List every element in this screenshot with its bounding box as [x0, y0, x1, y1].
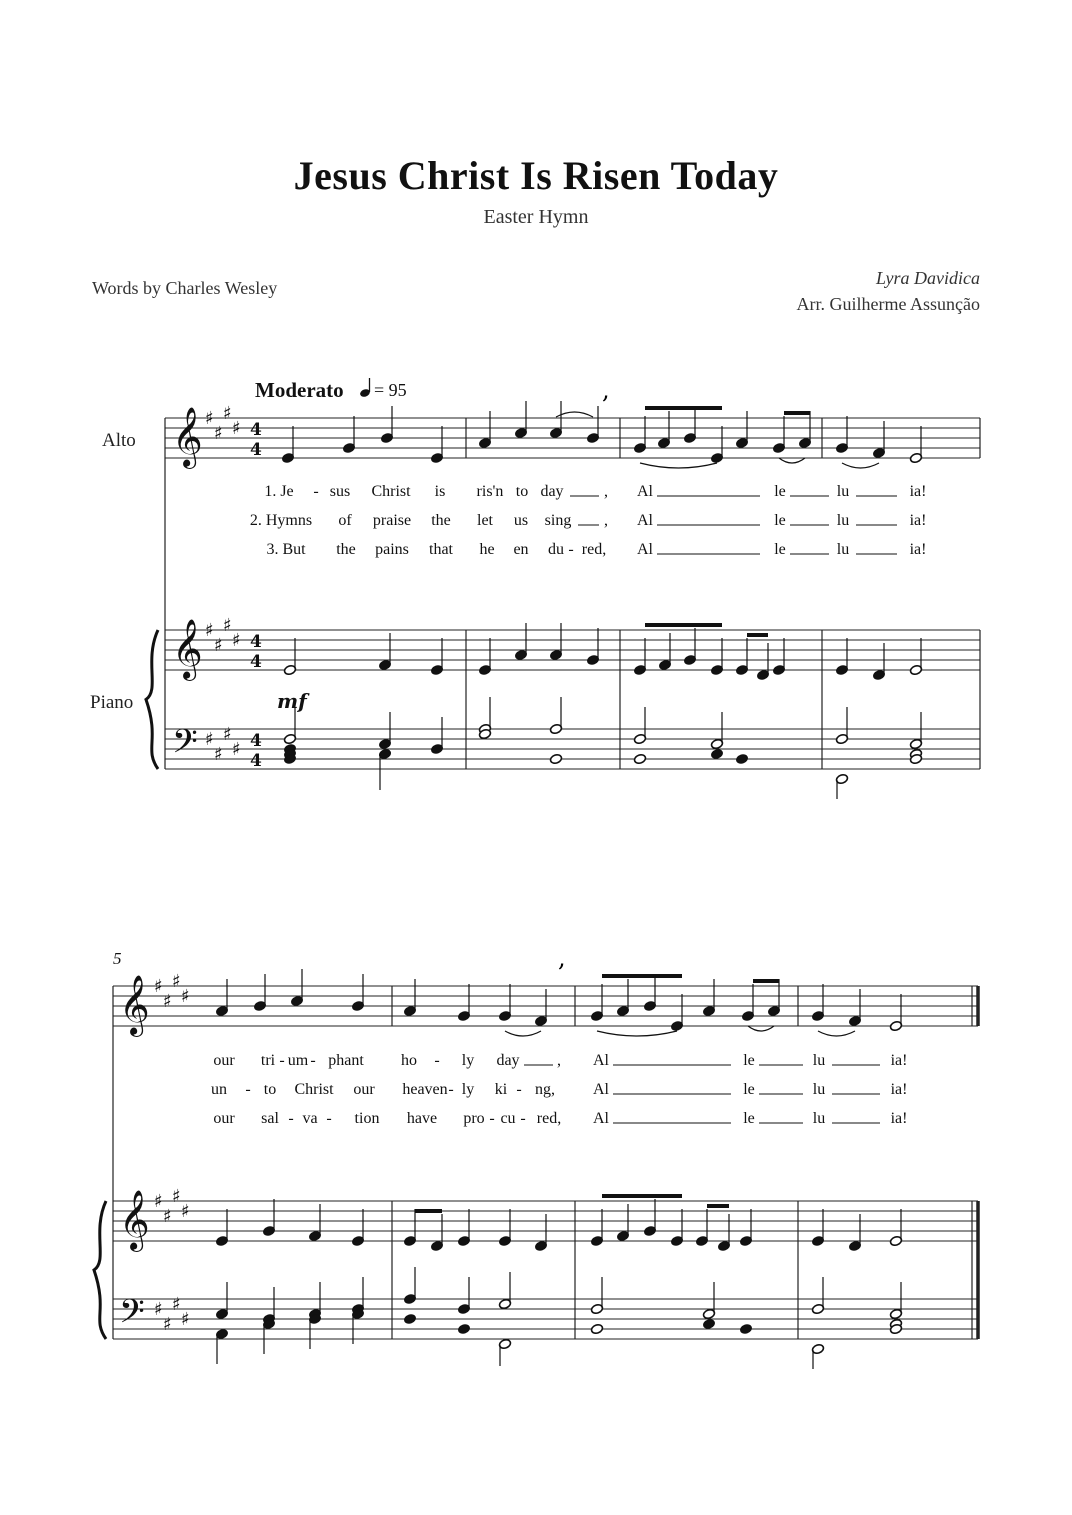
lyricist-credit: Words by Charles Wesley: [92, 278, 278, 298]
sharp-icon: ♯: [163, 991, 172, 1012]
slur: [597, 1031, 677, 1036]
sharp-icon: ♯: [205, 408, 214, 429]
bass-clef-icon: 𝄢: [172, 723, 198, 769]
note-head: [403, 1313, 416, 1324]
lyric-syllable: lu: [812, 1110, 826, 1127]
sharp-icon: ♯: [205, 729, 214, 750]
lyric-syllable: un: [211, 1081, 227, 1098]
lyric-syllable: day: [496, 1052, 520, 1069]
lyric-syllable: Al: [593, 1052, 609, 1069]
lyric-syllable: phant: [328, 1052, 364, 1069]
lyrics-verse-1: [264, 483, 926, 500]
lyric-syllable: ng,: [535, 1081, 555, 1098]
treble-clef-icon: 𝄞: [172, 407, 203, 467]
composer-credit: Lyra Davidica: [876, 268, 980, 288]
bass-clef-icon: 𝄢: [119, 1293, 145, 1339]
lyric-syllable: le: [774, 483, 786, 500]
lyric-syllable: lu: [836, 483, 850, 500]
lyric-syllable: tri: [260, 1052, 276, 1069]
lyric-syllable: lu: [836, 512, 850, 529]
dynamic-marking: mf: [277, 689, 307, 713]
lyric-syllable: lu: [812, 1052, 826, 1069]
lyrics-verse-2: [250, 512, 927, 529]
breath-mark-icon: ,: [558, 944, 566, 972]
lyric-syllable: he: [479, 541, 495, 558]
note-head: [739, 1323, 752, 1334]
lyric-syllable: -: [489, 1110, 495, 1127]
note-head: [457, 1323, 470, 1334]
lyric-syllable: -: [434, 1052, 440, 1069]
sharp-icon: ♯: [154, 976, 163, 997]
tempo-value: = 95: [374, 380, 407, 400]
treble-clef-icon: 𝄞: [119, 975, 150, 1035]
lyric-syllable: 3. But: [266, 541, 306, 558]
lyric-syllable: our: [213, 1110, 235, 1127]
lyric-syllable: ia!: [890, 1081, 908, 1098]
lyric-syllable: to: [263, 1081, 277, 1098]
sharp-icon: ♯: [223, 724, 232, 745]
lyric-syllable: ia!: [890, 1052, 908, 1069]
lyric-syllable: -: [568, 541, 574, 558]
lyric-syllable: to: [515, 483, 529, 500]
lyric-syllable: -: [245, 1081, 251, 1098]
lyric-syllable: pro: [463, 1110, 485, 1127]
slur: [640, 463, 717, 468]
lyric-syllable: praise: [372, 512, 412, 529]
lyrics-verse-1: [213, 1052, 907, 1069]
lyric-syllable: 1. Je: [264, 483, 294, 500]
sharp-icon: ♯: [154, 1191, 163, 1212]
lyric-syllable: that: [429, 541, 453, 558]
arranger-credit: Arr. Guilherme Assunção: [796, 294, 980, 314]
lyric-syllable: -: [288, 1110, 294, 1127]
sharp-icon: ♯: [172, 971, 181, 992]
lyric-syllable: ia!: [909, 541, 927, 558]
lyric-syllable: -: [520, 1110, 526, 1127]
sharp-icon: ♯: [223, 615, 232, 636]
instrument-label-alto: Alto: [102, 430, 136, 451]
sharp-icon: ♯: [163, 1206, 172, 1227]
lyric-syllable: pains: [375, 541, 409, 558]
lyric-syllable: ho: [401, 1052, 417, 1069]
sharp-icon: ♯: [214, 744, 223, 765]
lyric-syllable: the: [336, 541, 356, 558]
lyric-syllable: Al: [637, 512, 653, 529]
lyric-syllable: Al: [637, 483, 653, 500]
lyric-syllable: ki: [494, 1081, 508, 1098]
note-head: [549, 753, 562, 764]
sharp-icon: ♯: [163, 1314, 172, 1335]
brace-icon: [94, 1201, 106, 1339]
lyric-syllable: lu: [836, 541, 850, 558]
sharp-icon: ♯: [214, 423, 223, 444]
lyric-syllable: ,: [557, 1052, 561, 1069]
lyric-syllable: -: [326, 1110, 332, 1127]
lyric-syllable: heaven: [402, 1081, 448, 1098]
lyric-syllable: um: [287, 1052, 309, 1069]
sharp-icon: ♯: [232, 630, 241, 651]
lyric-syllable: ia!: [909, 483, 927, 500]
time-signature-bottom: 4: [250, 751, 262, 771]
lyric-syllable: le: [774, 512, 786, 529]
lyric-syllable: -: [516, 1081, 522, 1098]
note-head: [710, 748, 723, 759]
time-signature-bottom: 4: [250, 652, 262, 672]
lyric-syllable: ly: [461, 1081, 475, 1098]
lyric-syllable: us: [513, 512, 529, 529]
sharp-icon: ♯: [205, 620, 214, 641]
lyric-syllable: Al: [593, 1110, 609, 1127]
lyric-syllable: is: [434, 483, 446, 500]
lyric-syllable: have: [406, 1110, 438, 1127]
lyric-syllable: red,: [536, 1110, 562, 1127]
lyric-syllable: sal: [261, 1110, 279, 1127]
sharp-icon: ♯: [172, 1294, 181, 1315]
sharp-icon: ♯: [181, 1309, 190, 1330]
brace-icon: [146, 630, 158, 769]
lyric-syllable: -: [448, 1081, 454, 1098]
measure-number: 5: [113, 949, 122, 968]
instrument-label-piano: Piano: [90, 692, 134, 713]
lyric-syllable: ly: [461, 1052, 475, 1069]
lyric-syllable: Christ: [371, 483, 411, 500]
treble-clef-icon: 𝄞: [119, 1190, 150, 1250]
lyric-syllable: sus: [329, 483, 351, 500]
slur: [748, 1026, 774, 1031]
lyric-syllable: le: [743, 1081, 755, 1098]
system-1-staves: [146, 403, 980, 771]
lyric-syllable: va: [302, 1110, 318, 1127]
slur: [842, 463, 879, 468]
note-head: [702, 1318, 715, 1329]
sharp-icon: ♯: [232, 418, 241, 439]
lyric-syllable: le: [743, 1052, 755, 1069]
lyric-syllable: -: [313, 483, 319, 500]
lyrics-verse-3: [213, 1110, 907, 1127]
tempo-marking: Moderato: [255, 378, 344, 402]
note-head: [590, 1323, 603, 1334]
sharp-icon: ♯: [154, 1299, 163, 1320]
lyric-syllable: the: [431, 512, 451, 529]
lyric-syllable: 2. Hymns: [249, 512, 313, 529]
time-signature-top: 4: [250, 731, 262, 751]
lyric-syllable: our: [213, 1052, 235, 1069]
subtitle: Easter Hymn: [483, 206, 589, 228]
note-head: [735, 753, 748, 764]
lyric-syllable: du: [548, 541, 564, 558]
lyric-syllable: of: [338, 512, 352, 529]
lyrics-verse-3: [266, 541, 926, 558]
lyric-syllable: lu: [812, 1081, 826, 1098]
breath-mark-icon: ,: [602, 376, 610, 404]
lyric-syllable: our: [353, 1081, 375, 1098]
lyric-syllable: sing: [544, 512, 572, 529]
slur: [779, 458, 805, 463]
lyric-syllable: cu: [500, 1110, 516, 1127]
time-signature-top: 4: [250, 632, 262, 652]
slur: [505, 1031, 541, 1036]
page-title: Jesus Christ Is Risen Today: [293, 153, 779, 198]
note-head: [633, 753, 646, 764]
lyric-syllable: ris'n: [476, 483, 504, 500]
lyric-syllable: Christ: [294, 1081, 334, 1098]
lyric-syllable: -: [279, 1052, 285, 1069]
lyric-syllable: tion: [354, 1110, 380, 1127]
lyric-syllable: red,: [581, 541, 607, 558]
lyric-syllable: Al: [637, 541, 653, 558]
treble-clef-icon: 𝄞: [172, 619, 203, 679]
sharp-icon: ♯: [181, 1201, 190, 1222]
sharp-icon: ♯: [172, 1186, 181, 1207]
sharp-icon: ♯: [214, 635, 223, 656]
lyric-syllable: let: [477, 512, 493, 529]
lyric-syllable: le: [743, 1110, 755, 1127]
lyric-syllable: ia!: [890, 1110, 908, 1127]
lyric-syllable: day: [540, 483, 564, 500]
lyric-syllable: -: [310, 1052, 316, 1069]
time-signature-top: 4: [250, 420, 262, 440]
sharp-icon: ♯: [232, 739, 241, 760]
sharp-icon: ♯: [181, 986, 190, 1007]
slur: [818, 1031, 855, 1036]
quarter-note-icon: [359, 378, 371, 398]
lyric-syllable: le: [774, 541, 786, 558]
lyric-syllable: ia!: [909, 512, 927, 529]
lyric-syllable: Al: [593, 1081, 609, 1098]
lyric-syllable: ,: [604, 483, 608, 500]
time-signature-bottom: 4: [250, 440, 262, 460]
lyrics-verse-2: [211, 1081, 907, 1098]
sharp-icon: ♯: [223, 403, 232, 424]
lyric-syllable: ,: [604, 512, 608, 529]
lyric-syllable: en: [513, 541, 529, 558]
